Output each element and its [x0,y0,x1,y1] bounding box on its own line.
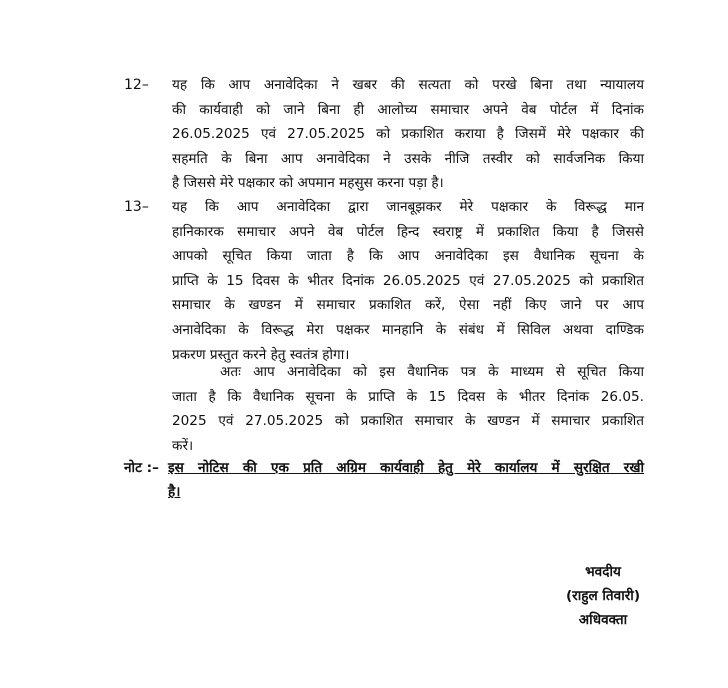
text-line: जाता है कि वैधानिक सूचना के प्राप्ति के 15 दिवस के भीतर दिनांक 26.05. [172,388,644,405]
text-line: आपको सूचित किया जाता है कि आप अनावेदिका इस वैधानिक सूचना के [172,248,644,265]
text-line: प्राप्ति के 15 दिवस के भीतर दिनांक 26.05.2025 एवं 27.05.2025 को प्रकाशित [172,272,644,289]
signature-block [548,560,658,632]
text-line: अनावेदिका के विरूद्ध मेरा पक्षकर मानहानि के संबंध में सिविल अथवा दाण्डिक [172,321,644,338]
closing-salutation: भवदीय [585,564,621,580]
text-line: करें। [172,437,194,454]
note-line: है। [168,484,181,500]
paragraph-body [172,73,644,196]
text-line: अतः आप अनावेदिका को इस वैधानिक पत्र के माध्यम से सूचित किया [220,364,644,380]
paragraph-12 [124,73,644,197]
text-line: सहमति के बिना आप अनावेदिका ने उसके नीजि तस्वीर को सार्वजनिक किया [172,150,644,167]
text-line: की कार्यवाही को जाने बिना ही आलोच्य समाचार अपने वेब पोर्टल में दिनांक [172,101,644,118]
text-line: 2025 एवं 27.05.2025 को प्रकाशित समाचार के खण्डन में समाचार प्रकाशित [172,413,644,430]
paragraph-number: 12– [124,77,149,93]
conclusion-paragraph [124,360,644,460]
text-line: हानिकारक समाचार अपने वेब पोर्टल हिन्द स्वराष्ट्र में प्रकाशित किया है जिससे [172,223,644,240]
text-line: यह कि आप अनावेदिका ने खबर की सत्यता को परखे बिना तथा न्यायालय [172,77,644,93]
paragraph-body [172,195,644,367]
paragraph-number: 13– [124,199,149,215]
signatory-name: (राहुल तिवारी) [565,588,641,604]
paragraph-body [172,360,644,458]
signatory-title: अधिवक्ता [578,612,628,628]
paragraph-13 [124,195,644,369]
note-section [124,456,648,506]
text-line: प्रकरण प्रस्तुत करने हेतु स्वतंत्र होगा। [172,346,350,363]
text-line: 26.05.2025 एवं 27.05.2025 को प्रकाशित कराया है जिसमें मेरे पक्षकार की [172,126,644,143]
note-line: इस नोटिस की एक प्रति अग्रिम कार्यवाही हेतु मेरे कार्यालय में सुरक्षित रखी [168,460,644,476]
note-body [168,456,644,504]
note-label: नोट :– [124,460,159,476]
text-line: समाचार के खण्डन में समाचार प्रकाशित करें, ऐसा नहीं किए जाने पर आप [172,297,644,314]
text-line: यह कि आप अनावेदिका द्वारा जानबूझकर मेरे पक्षकार के विरूद्ध मान [172,199,644,215]
text-line: है जिससे मेरे पक्षकार को अपमान महसुस करना पड़ा है। [172,175,444,192]
